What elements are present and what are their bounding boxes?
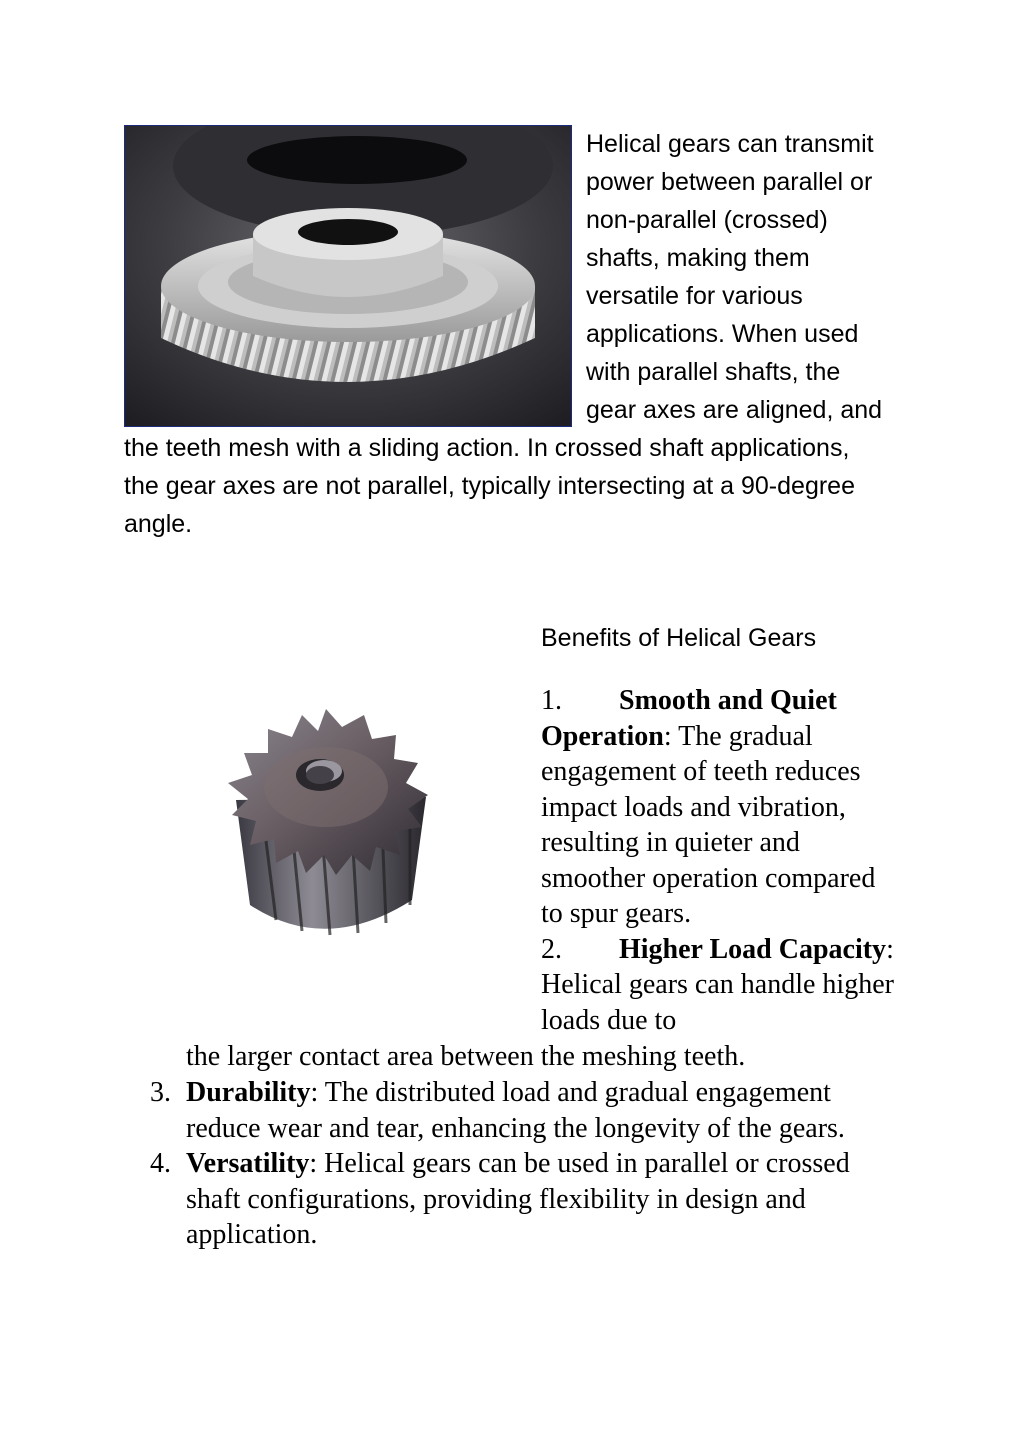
- benefit-term: Versatility: [186, 1148, 310, 1179]
- helical-gear-photo: [124, 125, 572, 427]
- benefit-term: Smooth and Quiet Operation: [541, 685, 837, 752]
- benefit-number: 4.: [150, 1148, 171, 1179]
- benefit-item-1: [541, 683, 901, 932]
- benefit-text: : The gradual engagement of teeth reduces impact loads and vibration, resulting in quieter and smoother operation compared to spur gears.: [541, 720, 876, 929]
- benefits-list: [150, 1075, 910, 1253]
- benefit-item-2-continuation: the larger contact area between the meshing teeth.: [186, 1041, 746, 1072]
- benefit-text: : Helical gears can handle higher loads due to: [541, 933, 894, 1036]
- benefit-number: 3.: [150, 1077, 171, 1108]
- benefit-term: Durability: [186, 1077, 311, 1108]
- benefits-column: [541, 683, 901, 1038]
- benefit-text: : Helical gears can be used in parallel or crossed shaft configurations, providing flexibility in design and application.: [186, 1148, 850, 1250]
- intro-paragraph-text: Helical gears can transmit power between parallel or non-parallel (crossed) shafts, making them versatile for various applications. When used with parallel shafts, the gear axes are aligned, and the teeth mesh with a sliding action. In crossed shaft applications, the gear axes are not parallel, typically intersecting at a 90-degree angle.: [124, 130, 883, 538]
- benefit-number: 1.: [541, 685, 562, 716]
- benefit-item-3: [150, 1075, 910, 1146]
- benefit-item-2: [541, 932, 901, 1039]
- benefit-item-4: [150, 1146, 910, 1253]
- steel-helical-pinion-photo: [206, 705, 446, 943]
- benefits-heading: Benefits of Helical Gears: [541, 624, 817, 652]
- benefit-term: Higher Load Capacity: [619, 933, 887, 965]
- intro-paragraph-block: [124, 125, 884, 543]
- benefit-number: 2.: [541, 933, 562, 965]
- benefit-text: : The distributed load and gradual engagement reduce wear and tear, enhancing the longevity of the gears.: [186, 1077, 845, 1144]
